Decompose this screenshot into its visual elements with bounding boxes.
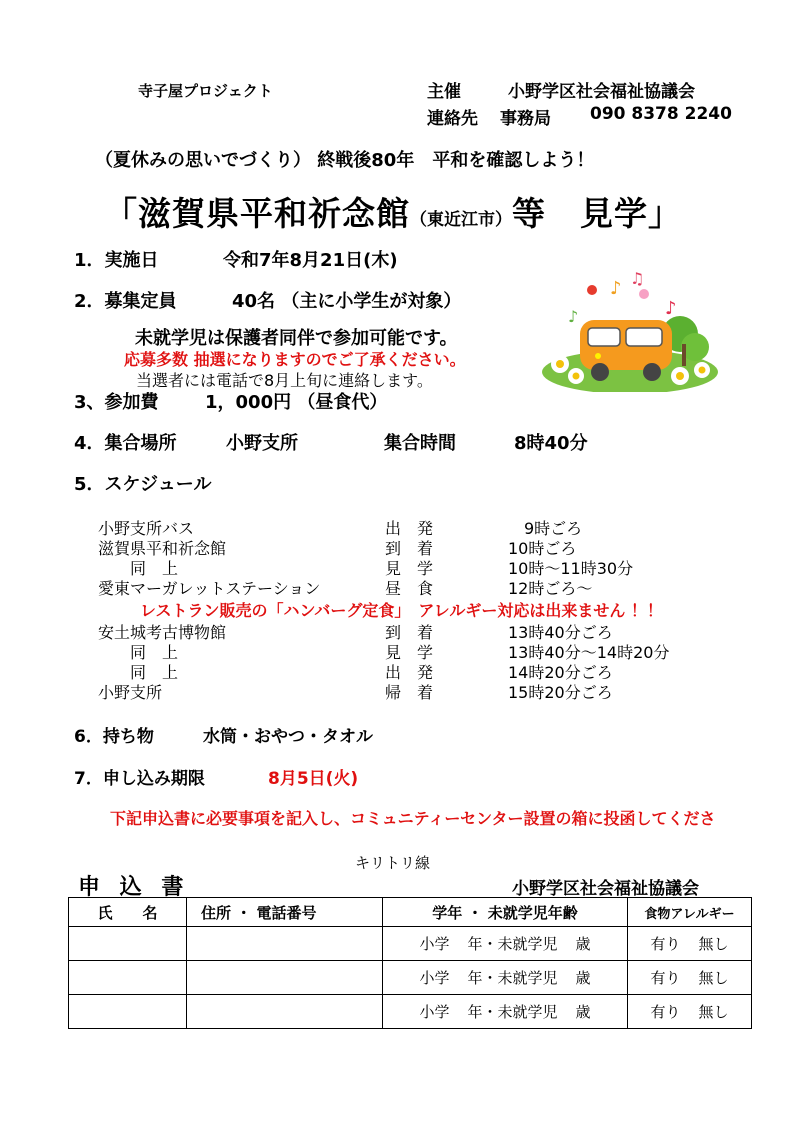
schedule-time: 10時ごろ [508, 539, 577, 558]
contact-label: 連絡先 [427, 109, 478, 129]
schedule-action: 帰 着 [385, 683, 434, 702]
title-main: 「滋賀県平和祈念館 [104, 194, 410, 233]
grade-cell[interactable] [383, 967, 627, 988]
project-name: 寺子屋プロジェクト [138, 82, 273, 100]
svg-text:♫: ♫ [630, 272, 645, 288]
preschool-note: 未就学児は保護者同伴で参加可能です。 [135, 328, 458, 349]
schedule-place: 安土城考古博物館 [98, 623, 227, 642]
schedule-time: 13時40分ごろ [508, 623, 613, 642]
allergy-no[interactable]: 無し [698, 935, 729, 953]
schedule-row [98, 640, 718, 662]
svg-text:♪: ♪ [568, 307, 579, 326]
schedule-place: 滋賀県平和祈念館 [98, 539, 227, 558]
meet-time-label: 集合時間 [384, 433, 456, 454]
allergy-cell[interactable] [628, 1001, 751, 1022]
fee-label: 3、参加費 [74, 392, 159, 413]
schedule-action: 昼 食 [385, 579, 434, 598]
notify-note: 当選者には電話で8月上旬に連絡します。 [136, 371, 433, 390]
date-value: 令和7年8月21日(木) [223, 250, 398, 271]
grade-age: 歳 [575, 935, 591, 953]
schedule-action: 見 学 [385, 559, 434, 578]
schedule-place: 小野支所 [98, 683, 163, 702]
schedule-row [98, 620, 718, 642]
schedule-action: 見 学 [385, 643, 434, 662]
bring-value: 水筒・おやつ・タオル [203, 727, 373, 747]
contact-phone: 090 8378 2240 [590, 104, 732, 124]
deadline-label: 7．申し込み期限 [74, 769, 205, 789]
date-label: 1．実施日 [74, 250, 159, 271]
schedule-action: 到 着 [385, 539, 434, 558]
schedule-row [98, 680, 718, 702]
form-header-row [69, 898, 752, 927]
bus-illustration-icon [540, 272, 720, 392]
capacity-value: 40名 （主に小学生が対象） [232, 291, 462, 312]
name-cell[interactable] [69, 961, 187, 995]
lottery-note: 応募多数 抽選になりますのでご了承ください。 [124, 350, 466, 369]
form-org: 小野学区社会福祉協議会 [512, 879, 699, 899]
allergy-yes[interactable]: 有り [650, 935, 681, 953]
schedule-time: 12時ごろ～ [508, 579, 593, 598]
schedule-place: 愛東マーガレットステーション [98, 579, 321, 598]
schedule-action: 到 着 [385, 623, 434, 642]
subtitle: （夏休みの思いでづくり） 終戦後80年 平和を確認しよう！ [95, 150, 595, 171]
header-grade: 学年 ・ 未就学児年齢 [432, 903, 578, 922]
schedule-time: 10時～11時30分 [508, 559, 634, 578]
schedule-action: 出 発 [385, 519, 434, 538]
form-row [69, 927, 752, 961]
deadline-value: 8月5日(火) [268, 769, 359, 789]
header-allergy: 食物アレルギー [644, 906, 735, 922]
grade-elementary: 小学 [419, 935, 450, 953]
cut-line-label: キリトリ線 [355, 854, 431, 872]
grade-preschool: 年・未就学児 [467, 1003, 558, 1021]
schedule-place: 同 上 [98, 663, 179, 682]
schedule-time: 13時40分～14時20分 [508, 643, 670, 662]
schedule-row [98, 536, 718, 558]
schedule-place: 小野支所バス [98, 519, 195, 538]
meet-place: 小野支所 [226, 433, 298, 454]
fee-value: 1，000円 （昼食代） [205, 392, 388, 413]
address-cell[interactable] [187, 961, 383, 995]
capacity-label: 2．募集定員 [74, 291, 177, 312]
allergy-yes[interactable]: 有り [650, 1003, 681, 1021]
schedule-place: 同 上 [98, 559, 179, 578]
allergy-no[interactable]: 無し [698, 1003, 729, 1021]
schedule-time: 15時20分ごろ [508, 683, 613, 702]
svg-text:♪: ♪ [610, 278, 622, 299]
schedule-note: レストラン販売の「ハンバーグ定食」 アレルギー対応は出来ません ！！ [140, 601, 663, 620]
allergy-yes[interactable]: 有り [650, 969, 681, 987]
bring-label: 6．持ち物 [74, 727, 154, 747]
form-row [69, 995, 752, 1029]
schedule-row [98, 660, 718, 682]
schedule-label: 5．スケジュール [74, 474, 212, 495]
form-title: 申 込 書 [78, 875, 190, 900]
application-form-table [68, 897, 752, 1029]
address-cell[interactable] [187, 995, 383, 1029]
grade-elementary: 小学 [419, 1003, 450, 1021]
contact-office: 事務局 [500, 109, 551, 129]
name-cell[interactable] [69, 927, 187, 961]
grade-cell[interactable] [383, 933, 627, 954]
allergy-no[interactable]: 無し [698, 969, 729, 987]
grade-preschool: 年・未就学児 [467, 969, 558, 987]
schedule-action: 出 発 [385, 663, 434, 682]
title-paren: （東近江市） [410, 210, 512, 230]
allergy-cell[interactable] [628, 933, 751, 954]
schedule-row [98, 576, 718, 598]
meet-label: 4．集合場所 [74, 433, 177, 454]
form-row [69, 961, 752, 995]
meet-time: 8時40分 [514, 433, 588, 454]
grade-cell[interactable] [383, 1001, 627, 1022]
allergy-cell[interactable] [628, 967, 751, 988]
grade-age: 歳 [575, 969, 591, 987]
address-cell[interactable] [187, 927, 383, 961]
grade-age: 歳 [575, 1003, 591, 1021]
svg-text:♪: ♪ [665, 298, 677, 319]
schedule-place: 同 上 [98, 643, 179, 662]
title-tail: 等 見学」 [512, 194, 682, 233]
schedule-time: 9時ごろ [508, 519, 583, 538]
name-cell[interactable] [69, 995, 187, 1029]
header-address: 住所 ・ 電話番号 [201, 903, 317, 922]
schedule-time: 14時20分ごろ [508, 663, 613, 682]
grade-preschool: 年・未就学児 [467, 935, 558, 953]
schedule-row [98, 556, 718, 578]
submit-note: 下記申込書に必要事項を記入し、コミュニティーセンター設置の箱に投函してくださ [110, 809, 716, 828]
schedule-row [98, 516, 718, 538]
page-title [104, 188, 682, 235]
grade-elementary: 小学 [419, 969, 450, 987]
header-name: 氏 名 [97, 903, 158, 922]
organizer-label: 主催 [427, 82, 461, 102]
organizer: 小野学区社会福祉協議会 [508, 82, 695, 102]
